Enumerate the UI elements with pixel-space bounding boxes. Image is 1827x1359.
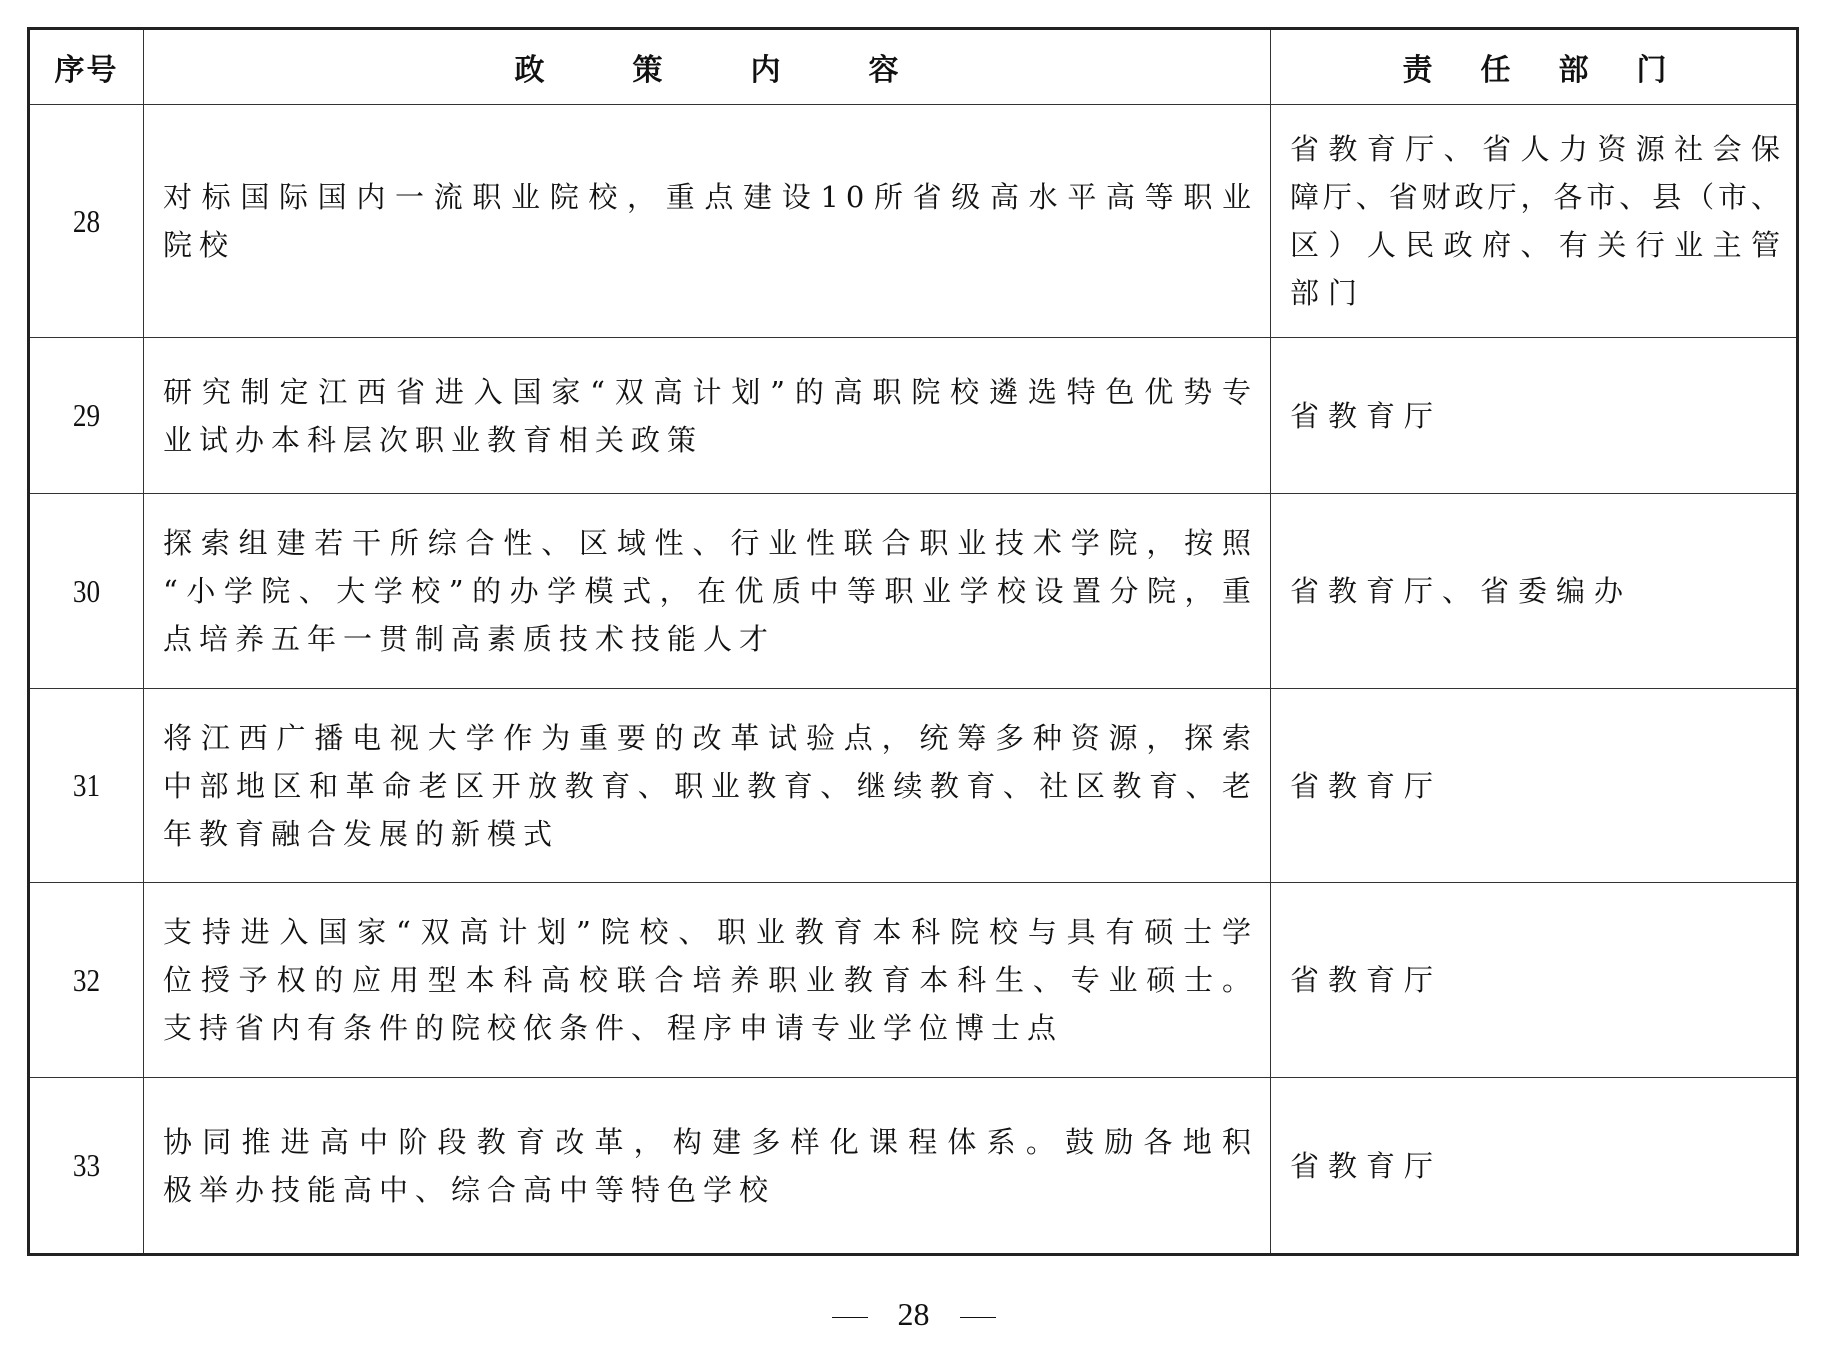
department-text-line: 省教育厅、省委编办 [1290, 574, 1633, 608]
header-department-cell [1270, 30, 1799, 104]
department-cell [1290, 689, 1780, 882]
row-index-cell [38, 105, 134, 337]
policy-text-line: 协同推进高中阶段教育改革，构建多样化课程体系。鼓励各地积 [163, 1124, 1258, 1159]
department-text-line: 省教育厅 [1290, 398, 1443, 433]
header-department: 责任部门 [1402, 53, 1715, 88]
policy-text-line: 研究制定江西省进入国家“双高计划”的高职院校遴选特色优势专 [163, 374, 1258, 409]
header-policy: 政策内容 [514, 53, 987, 88]
policy-text-line: 将江西广播电视大学作为重要的改革试验点，统筹多种资源，探索 [163, 720, 1258, 755]
policy-text-line: 中部地区和革命老区开放教育、职业教育、继续教育、社区教育、老 [163, 768, 1258, 803]
department-text-line: 区）人民政府、有关行业主管 [1290, 228, 1780, 262]
policy-table [27, 27, 1799, 1256]
department-text-line: 部门 [1290, 276, 1367, 310]
department-cell [1290, 338, 1780, 493]
department-cell [1290, 105, 1780, 337]
department-cell [1290, 494, 1780, 688]
row-index: 31 [72, 767, 101, 803]
row-index-cell [38, 689, 134, 882]
policy-text-line: 支持省内有条件的院校依条件、程序申请专业学位博士点 [163, 1011, 1064, 1045]
department-text-line: 障厅、省财政厅，各市、县（市、 [1290, 180, 1780, 214]
row-index-cell [38, 494, 134, 688]
row-index-cell [38, 338, 134, 493]
department-text-line: 省教育厅 [1290, 768, 1443, 803]
row-index: 33 [72, 1147, 101, 1183]
row-index: 30 [72, 572, 101, 609]
policy-text-line: 极举办技能高中、综合高中等特色学校 [163, 1172, 776, 1207]
header-policy-cell [143, 30, 1270, 104]
policy-text-line: 探索组建若干所综合性、区域性、行业性联合职业技术学院，按照 [163, 526, 1258, 560]
department-cell [1290, 883, 1780, 1077]
page-number: 28 [897, 1296, 930, 1332]
policy-text-line: 对标国际国内一流职业院校，重点建设10所省级高水平高等职业 [163, 180, 1258, 214]
page-dash-left [832, 1317, 868, 1318]
policy-text-line: 位授予权的应用型本科高校联合培养职业教育本科生、专业硕士。 [163, 963, 1258, 997]
department-cell [1290, 1078, 1780, 1253]
row-index-cell [38, 883, 134, 1077]
row-index: 28 [72, 202, 101, 239]
policy-content-cell [163, 689, 1258, 882]
page-dash-right [960, 1317, 996, 1318]
policy-content-cell [163, 883, 1258, 1077]
policy-text-line: 年教育融合发展的新模式 [163, 816, 560, 851]
department-text-line: 省教育厅、省人力资源社会保 [1290, 132, 1780, 166]
policy-content-cell [163, 1078, 1258, 1253]
row-index: 32 [72, 961, 101, 998]
column-divider-index [143, 30, 144, 1253]
department-text-line: 省教育厅 [1290, 1148, 1443, 1183]
page-footer [0, 1296, 1827, 1333]
policy-content-cell [163, 338, 1258, 493]
header-index: 序号 [54, 53, 119, 88]
row-index: 29 [72, 397, 101, 433]
policy-text-line: “小学院、大学校”的办学模式，在优质中等职业学校设置分院，重 [163, 574, 1258, 608]
policy-content-cell [163, 494, 1258, 688]
policy-content-cell [163, 105, 1258, 337]
row-index-cell [38, 1078, 134, 1253]
policy-text-line: 业试办本科层次职业教育相关政策 [163, 422, 704, 457]
department-text-line: 省教育厅 [1290, 963, 1443, 997]
policy-text-line: 支持进入国家“双高计划”院校、职业教育本科院校与具有硕士学 [163, 915, 1258, 949]
policy-text-line: 院校 [163, 228, 236, 262]
column-divider-policy [1270, 30, 1271, 1253]
header-row [30, 30, 143, 104]
policy-text-line: 点培养五年一贯制高素质技术技能人才 [163, 622, 776, 656]
